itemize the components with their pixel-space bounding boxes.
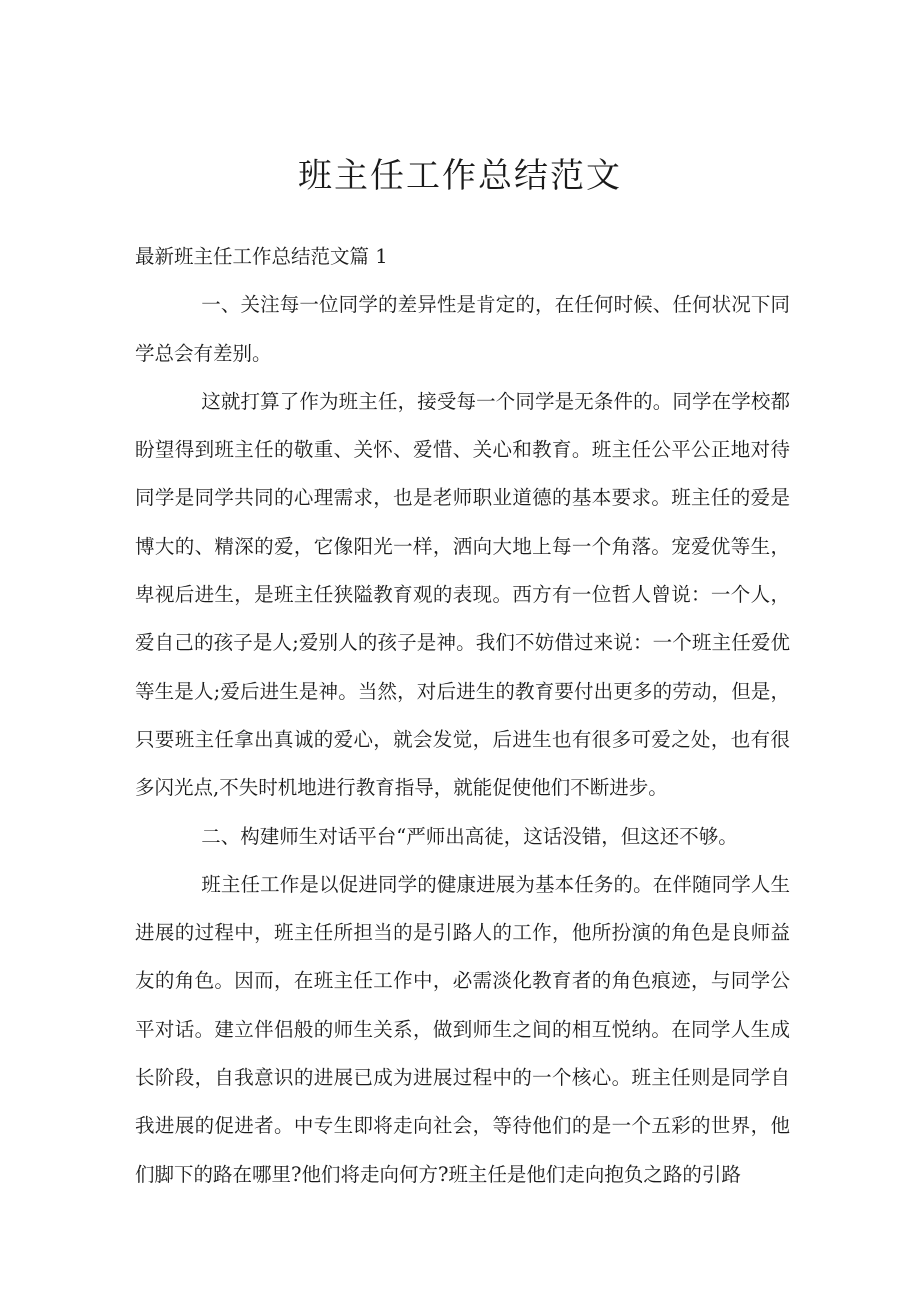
paragraph-3: 二、构建师生对话平台“严师出高徒，这话没错，但这还不够。 (201, 824, 738, 848)
paragraph-4: 班主任工作是以促进同学的健康进展为基本任务的。在伴随同学人生进展的过程中，班主任所担当的是引路人的工作，他所扮演的角色是良师益友的角色。因而，在班主任工作中，必需淡化教育者的角色痕迹，与同学公平对话。建立伴侣般的师生关系，做到师生之间的相互悦纳。在同学人生成长阶段，自我意识的进展已成为进展过程中的一个核心。班主任则是同学自我进展的促进者。中专生即将走向社会，等待他们的是一个五彩的世界，他们脚下的路在哪里?他们将走向何方?班主任是他们走向抱负之路的引路 (135, 872, 790, 1186)
document-title: 班主任工作总结范文 (298, 156, 622, 196)
paragraph-1: 一、关注每一位同学的差异性是肯定的，在任何时候、任何状况下同学总会有差别。 (135, 293, 790, 365)
section-subheading: 最新班主任工作总结范文篇 1 (135, 245, 388, 268)
paragraph-2: 这就打算了作为班主任，接受每一个同学是无条件的。同学在学校都盼望得到班主任的敬重、关怀、爱惜、关心和教育。班主任公平公正地对待同学是同学共同的心理需求，也是老师职业道德的基本要求。班主任的爱是博大的、精深的爱，它像阳光一样，洒向大地上每一个角落。宠爱优等生，卑视后进生，是班主任狭隘教育观的表现。西方有一位哲人曾说：一个人，爱自己的孩子是人;爱别人的孩子是神。我们不妨借过来说：一个班主任爱优等生是人;爱后进生是神。当然，对后进生的教育要付出更多的劳动，但是，只要班主任拿出真诚的爱心，就会发觉，后进生也有很多可爱之处，也有很多闪光点,不失时机地进行教育指导，就能促使他们不断进步。 (135, 389, 790, 800)
document-body (135, 233, 790, 1199)
